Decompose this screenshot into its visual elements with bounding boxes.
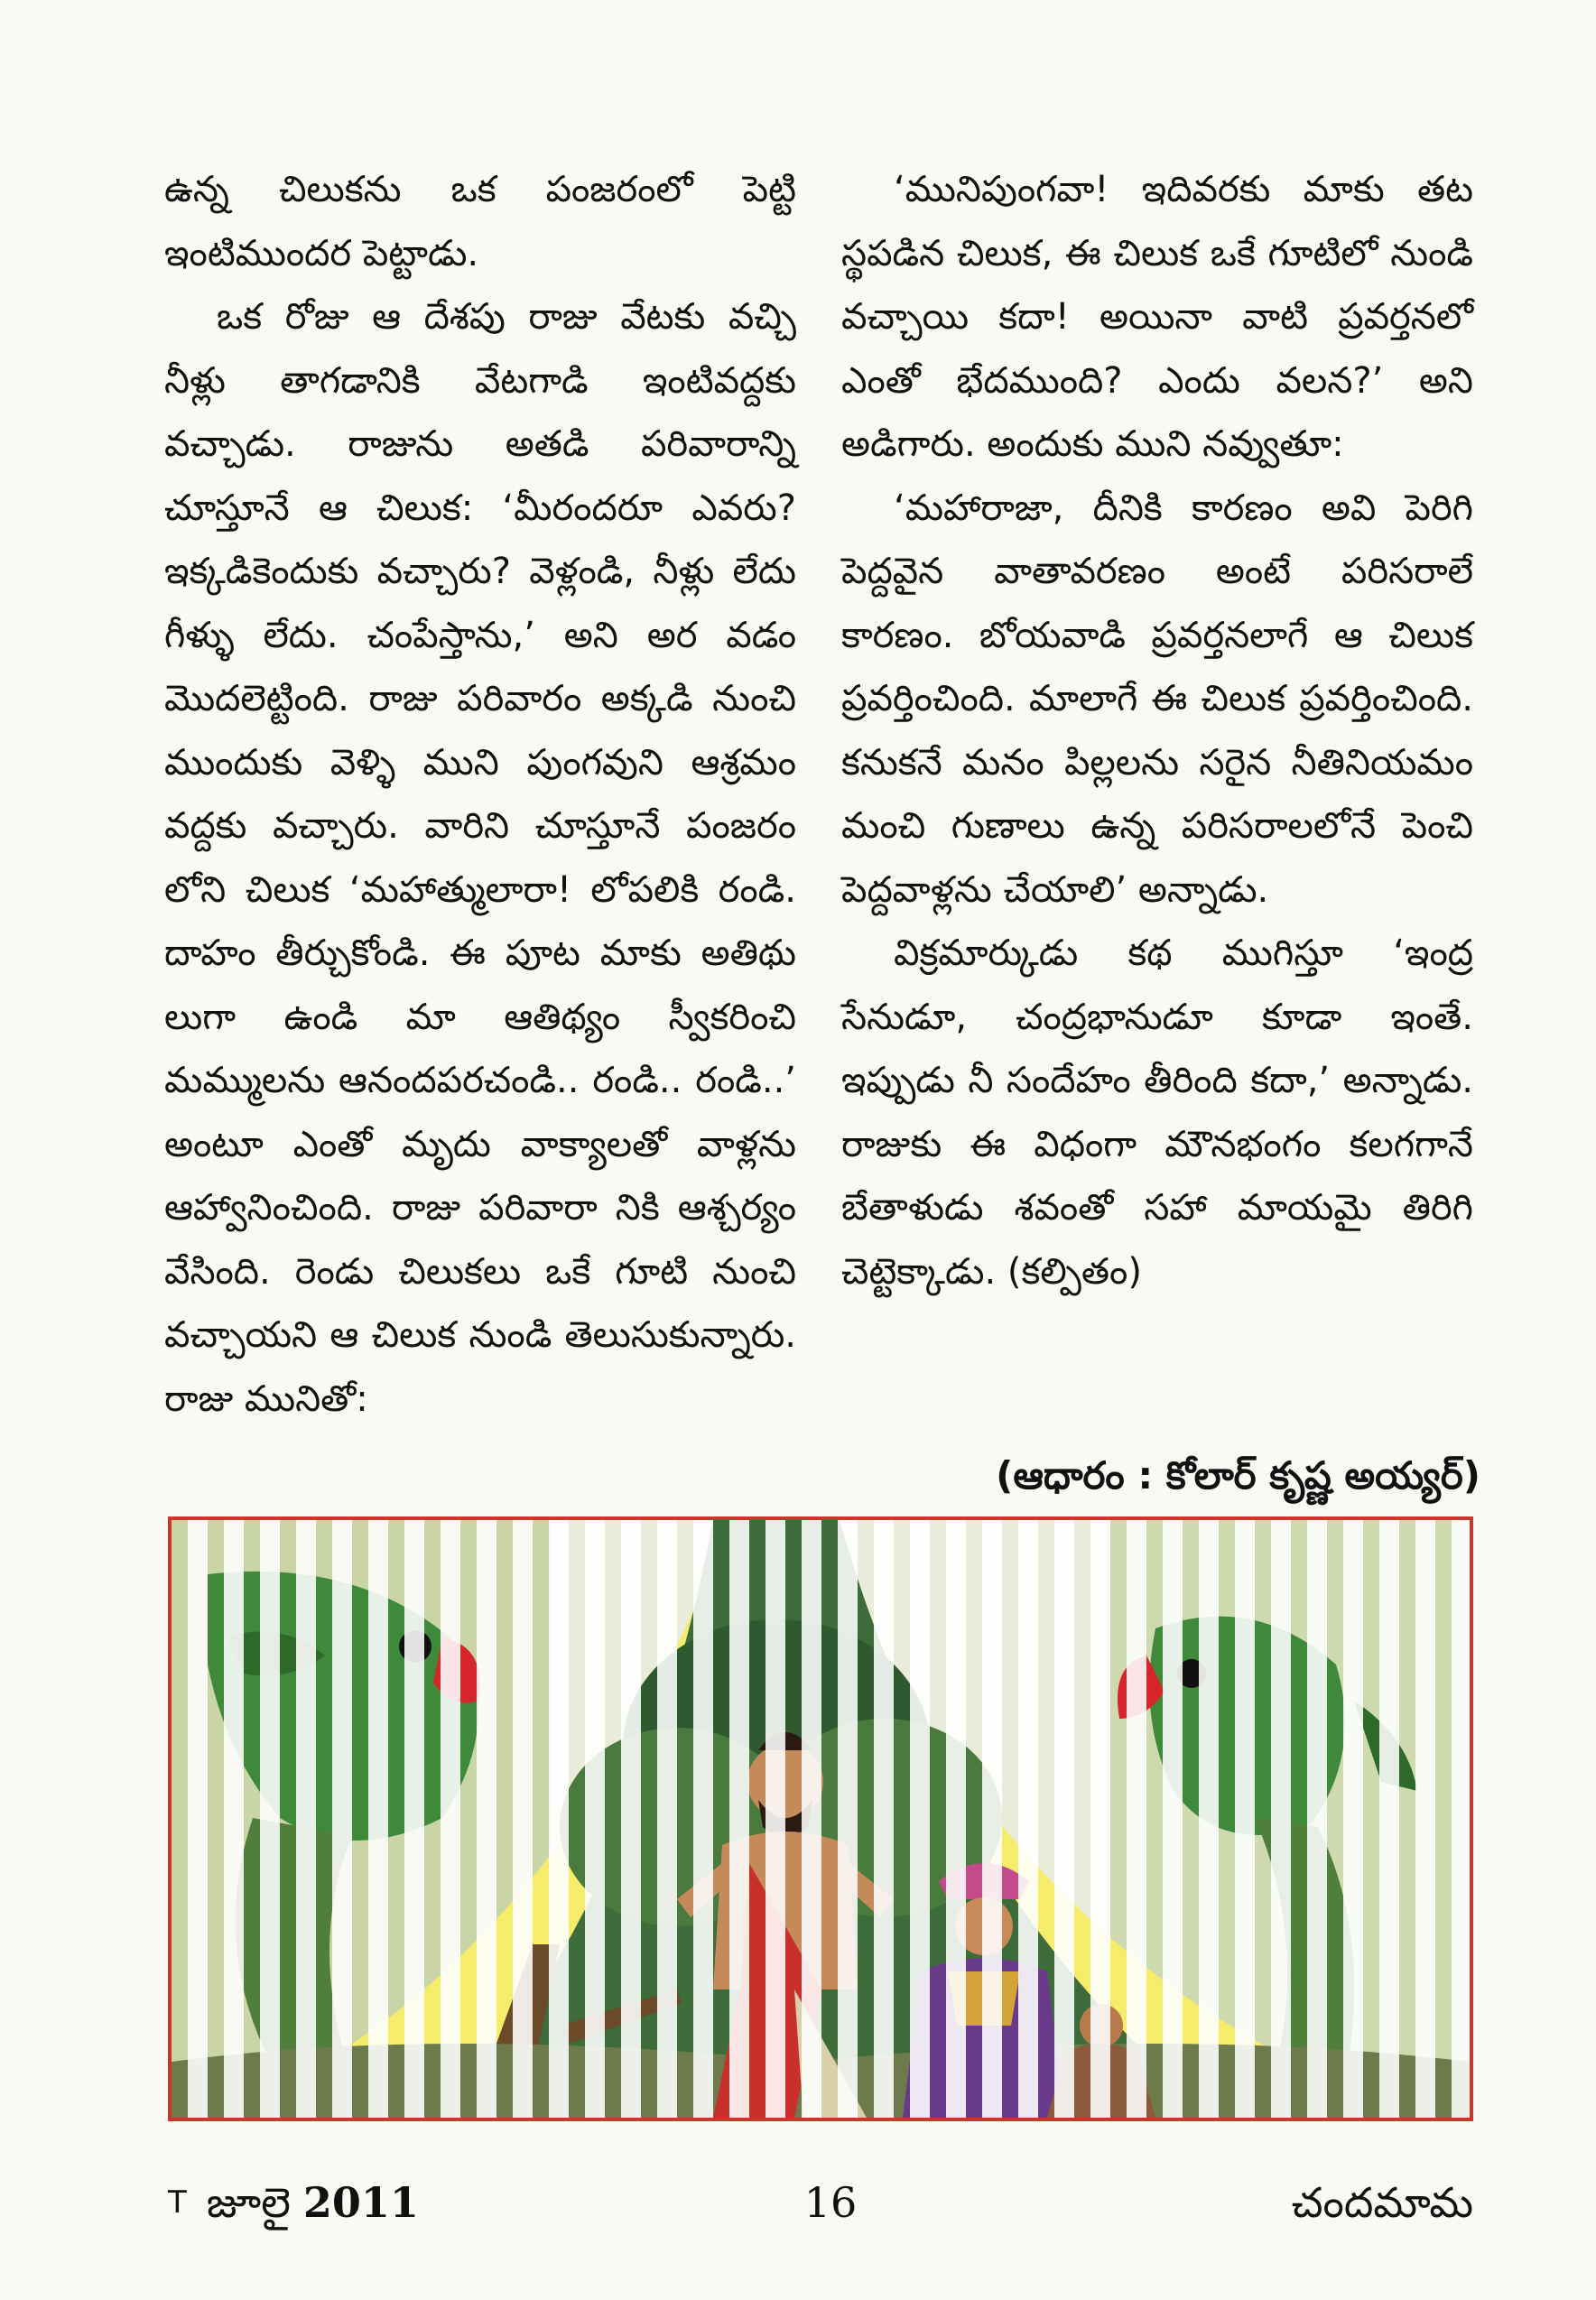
cage-bar [224,1520,244,2118]
cage-bar [585,1520,605,2118]
paragraph: ఒక రోజు ఆ దేశపు రాజు వేటకు వచ్చి నీళ్లు తాగడానికి వేటగాడి ఇంటివద్దకు వచ్చాడు. రాజును అతడి పరివారాన్ని చూస్తూనే ఆ చిలుక: ‘మీరందరూ ఎవరు? ఇక్కడికెందుకు వచ్చారు? వెళ్లండి, నీళ్లు లేదు గీళ్ళు లేదు. చంపేస్తాను,’ అని అర వడం మొదలెట్టింది. రాజు పరివారం అక్కడి నుంచి ముందుకు వెళ్ళి ముని పుంగవుని ఆశ్రమం వద్దకు వచ్చారు. వారిని చూస్తూనే పంజరం లోని చిలుక ‘మహాత్ములారా! లోపలికి రండి. దాహం తీర్చుకోండి. ఈ పూట మాకు అతిథు లుగా ఉండి మా ఆతిథ్యం స్వీకరించి మమ్ములను ఆనందపరచండి.. రండి.. రండి..’ అంటూ ఎంతో మృదు వాక్యాలతో వాళ్లను ఆహ్వానించింది. రాజు పరివారా నికి ఆశ్చర్యం వేసింది. రెండు చిలుకలు ఒకే గూటి నుంచి వచ్చాయని ఆ చిలుక నుండి తెలుసుకున్నారు. రాజు మునితో: [164,296,796,1420]
cage-bar [693,1520,713,2118]
paragraph: విక్రమార్కుడు కథ ముగిస్తూ ‘ఇంద్ర సేనుడూ, చంద్రభానుడూ కూడా ఇంతే. ఇప్పుడు నీ సందేహం తీరింది కదా,’ అన్నాడు. రాజుకు ఈ విధంగా మౌనభంగం కలగగానే బేతాళుడు శవంతో సహా మాయమై తిరిగి చెట్టెక్కాడు. (కల్పితం) [841,932,1473,1293]
cage-bar [549,1520,569,2118]
page-number: 16 [803,2178,858,2227]
cage-bar [1271,1520,1291,2118]
paragraph: ‘మహారాజా, దీనికి కారణం అవి పెరిగి పెద్దవైన వాతావరణం అంటే పరిసరాలే కారణం. బోయవాడి ప్రవర్తనలాగే ఆ చిలుక ప్రవర్తించింది. మాలాగే ఈ చిలుక ప్రవర్తించింది. కనుకనే మనం పిల్లలను సరైన నీతినియమం మంచి గుణాలు ఉన్న పరిసరాలలోనే పెంచి పెద్దవాళ్లను చేయాలి’ అన్నాడు. [841,487,1473,911]
footer-date [168,2171,419,2234]
cage-bar [296,1520,316,2118]
cage-bar [766,1520,785,2118]
magazine-name: చందమామ [1291,2178,1473,2227]
cage-bar [1452,1520,1470,2118]
cage-bar [1379,1520,1399,2118]
cage-bar [188,1520,208,2118]
cage-bar [1018,1520,1038,2118]
cage-bar [946,1520,966,2118]
left-column [164,158,796,1431]
cage-bar [368,1520,388,2118]
cage-bar [802,1520,821,2118]
cage-bar [1415,1520,1435,2118]
paragraph: ఉన్న చిలుకను ఒక పంజరంలో పెట్టి ఇంటిముందర పెట్టాడు. [164,169,796,274]
right-column [841,158,1473,1303]
cage-bar [1199,1520,1219,2118]
cage-bar [332,1520,352,2118]
source-credit: (ఆధారం : కోలార్ కృష్ణ అయ్యర్) [996,1453,1480,1498]
cage-bar [477,1520,496,2118]
cage-bar [874,1520,894,2118]
cage-bar [260,1520,280,2118]
footer-year: 2011 [302,2178,419,2227]
cage-bar [441,1520,460,2118]
cage-bar [729,1520,749,2118]
cage-bar [404,1520,424,2118]
cage-bar [1343,1520,1363,2118]
cage-bar [982,1520,1002,2118]
cage-bar [621,1520,641,2118]
cage-bar [910,1520,930,2118]
illustration-art [172,1520,1470,2118]
cage-bar [657,1520,677,2118]
footer-mark: T [168,2184,187,2221]
cage-bar [838,1520,858,2118]
footer-month: జూలై [206,2178,291,2227]
story-illustration [168,1516,1473,2121]
cage-bar [1163,1520,1183,2118]
cage-bar [513,1520,533,2118]
cage-bar [1090,1520,1110,2118]
cage-bar [1235,1520,1255,2118]
cage-bar [1054,1520,1074,2118]
cage-bar [1127,1520,1146,2118]
paragraph: ‘మునిపుంగవా! ఇదివరకు మాకు తట స్థపడిన చిలుక, ఈ చిలుక ఒకే గూటిలో నుండి వచ్చాయి కదా! అయినా వాటి ప్రవర్తనలో ఎంతో భేదముంది? ఎందు వలన?’ అని అడిగారు. అందుకు ముని నవ్వుతూ: [841,169,1473,465]
cage-bar [1307,1520,1327,2118]
